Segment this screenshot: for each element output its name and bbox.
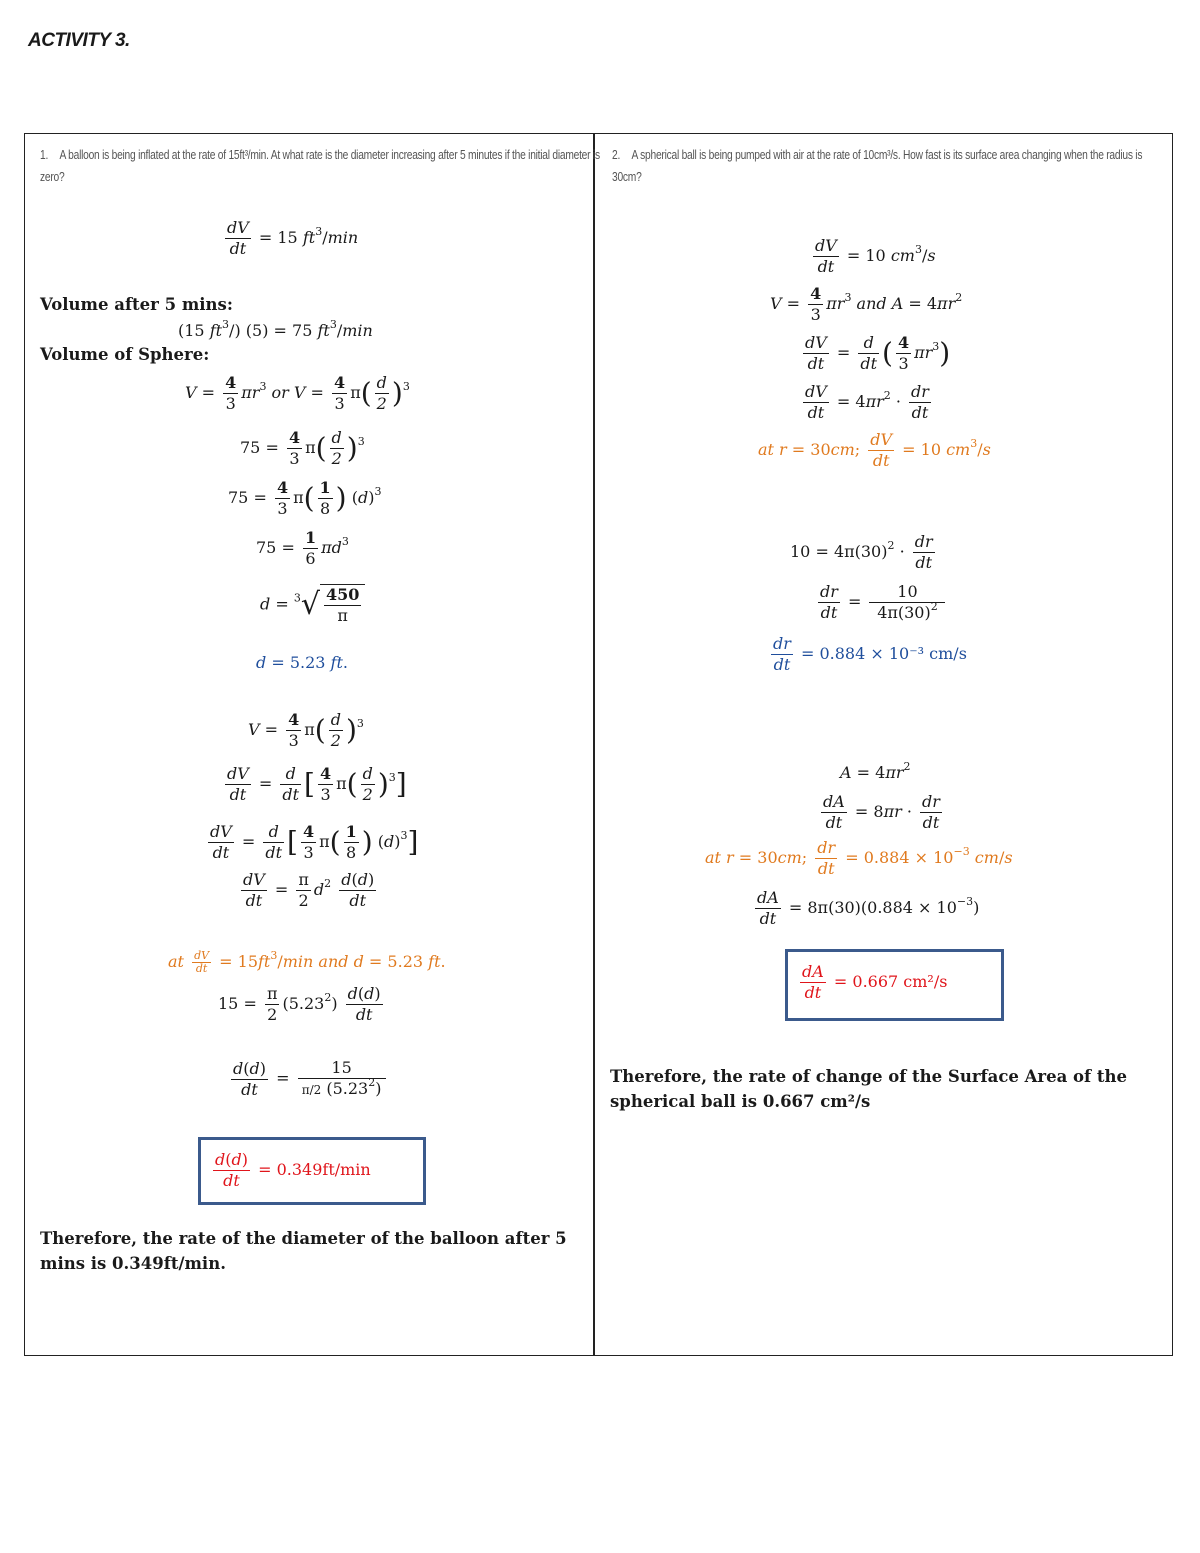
p1-substitution: 15 = $\frac{\pi}{2}$ (5.23$^2$) $\frac{d(d)}{dt}$ — [218, 984, 381, 1024]
p2-sub: $10 = 4\pi(30)^2$ · $\frac{dr}{dt}$ — [790, 532, 933, 572]
p1-condition: at $\frac{dV}{dt}$ = $15ft^3/\min$ and d = 5.23 ft. — [168, 949, 446, 975]
p1-sphere-formula: V = $\frac{4}{3}$ $\pi r^3$ or V = $\frac{4}{3}$ π( $\frac{d}{2}$ )$^3$ — [185, 373, 410, 413]
p2-given-rate: $\frac{dV}{dt}$ = 10 $cm^3/s$ — [815, 236, 936, 276]
problem1-question: 1. A balloon is being inflated at the rate of 15ft³/min. At what rate is the diameter increasing after 5 minutes if the initial diameter is zero? — [40, 148, 600, 184]
p2-deriv-b: $\frac{dV}{dt}$ = $4\pi r^2$ · $\frac{dr}{dt}$ — [805, 382, 929, 422]
problem2-question: 2. A spherical ball is being pumped with air at the rate of 10cm³/s. How fast is its surface area changing when the radius is 30cm? — [612, 148, 1143, 184]
p2-conclusion: Therefore, the rate of change of the Surface Area of the spherical ball is 0.667 cm²/s — [610, 1067, 1127, 1111]
p2-area-deriv: $\frac{dA}{dt}$ = 8πr · $\frac{dr}{dt}$ — [823, 792, 940, 832]
p1-cube-root: d = $^3$√ $\frac{450}{\pi}$ — [260, 584, 365, 626]
p2-area-formula: $A = 4\pi r^2$ — [840, 760, 911, 782]
p1-dv-dt-c: $\frac{dV}{dt}$ = $\frac{\pi}{2}$ $d^2$ $\frac{d(d)}{dt}$ — [243, 870, 375, 910]
p1-v-in-d: V = $\frac{4}{3}$ π( $\frac{d}{2}$ )$^3$ — [248, 710, 364, 750]
p1-step-75b: 75 = $\frac{4}{3}$ π( $\frac{1}{8}$ ) $(d)^3$ — [228, 478, 382, 518]
p2-deriv-a: $\frac{dV}{dt}$ = $\frac{d}{dt}$ ( $\frac{4}{3}$ $\pi r^3$) — [805, 333, 951, 373]
p1-dv-dt-b: $\frac{dV}{dt}$ = $\frac{d}{dt}$ [ $\frac{4}{3}$ π( $\frac{1}{8}$ ) $(d)^3$] — [210, 822, 419, 862]
p2-area-sub: $\frac{dA}{dt}$ = $8\pi(30)(0.884 \times 10^{-3})$ — [757, 888, 980, 928]
p2-result-dr: $\frac{dr}{dt}$ = 0.884 × 10⁻³ cm/s — [773, 634, 967, 674]
p2-condition1: at r = 30cm; $\frac{dV}{dt}$ = 10 $cm^3/s$ — [758, 430, 991, 470]
page-title: ACTIVITY 3. — [28, 30, 130, 51]
p1-final-answer: $\frac{d(d)}{dt}$ = 0.349ft/min — [215, 1150, 371, 1190]
p1-label-volume-after: Volume after 5 mins: — [40, 295, 233, 314]
p1-dv-dt-a: $\frac{dV}{dt}$ = $\frac{d}{dt}$ [ $\frac{4}{3}$ π( $\frac{d}{2}$ )$^3$] — [227, 764, 407, 804]
column-divider — [593, 133, 595, 1356]
p2-isolate: $\frac{dr}{dt}$ = $\frac{10}{4\pi(30)^2}$ — [815, 582, 948, 623]
p2-final-answer: $\frac{dA}{dt}$ = 0.667 cm²/s — [802, 962, 948, 1002]
p2-formulas: V = $\frac{4}{3}$ $\pi r^3$ and $A = 4\pi r^2$ — [770, 284, 963, 324]
p1-step-75a: 75 = $\frac{4}{3}$ π( $\frac{d}{2}$ )$^3$ — [240, 428, 365, 468]
p1-volume-after-eq: (15 $ft^3/$) (5) = 75 $ft^3/\min$ — [178, 318, 373, 340]
p1-step-75c: 75 = $\frac{1}{6}$ $\pi d^3$ — [256, 528, 349, 568]
p1-result-d: d = 5.23 ft. — [256, 653, 348, 672]
p1-conclusion: Therefore, the rate of the diameter of the balloon after 5 mins is 0.349ft/min. — [40, 1229, 567, 1273]
p2-condition2: at r = 30cm; $\frac{dr}{dt}$ = $0.884 \times 10^{-3}$ cm/s — [705, 838, 1013, 878]
p1-label-volume-sphere: Volume of Sphere: — [40, 345, 210, 364]
p1-given-rate: $\frac{dV}{dt}$ = 15 $ft^3/\min$ — [227, 218, 359, 258]
p1-isolate: $\frac{d(d)}{dt}$ = $\frac{15}{\pi/2 (5.23^2)}$ — [228, 1058, 389, 1100]
